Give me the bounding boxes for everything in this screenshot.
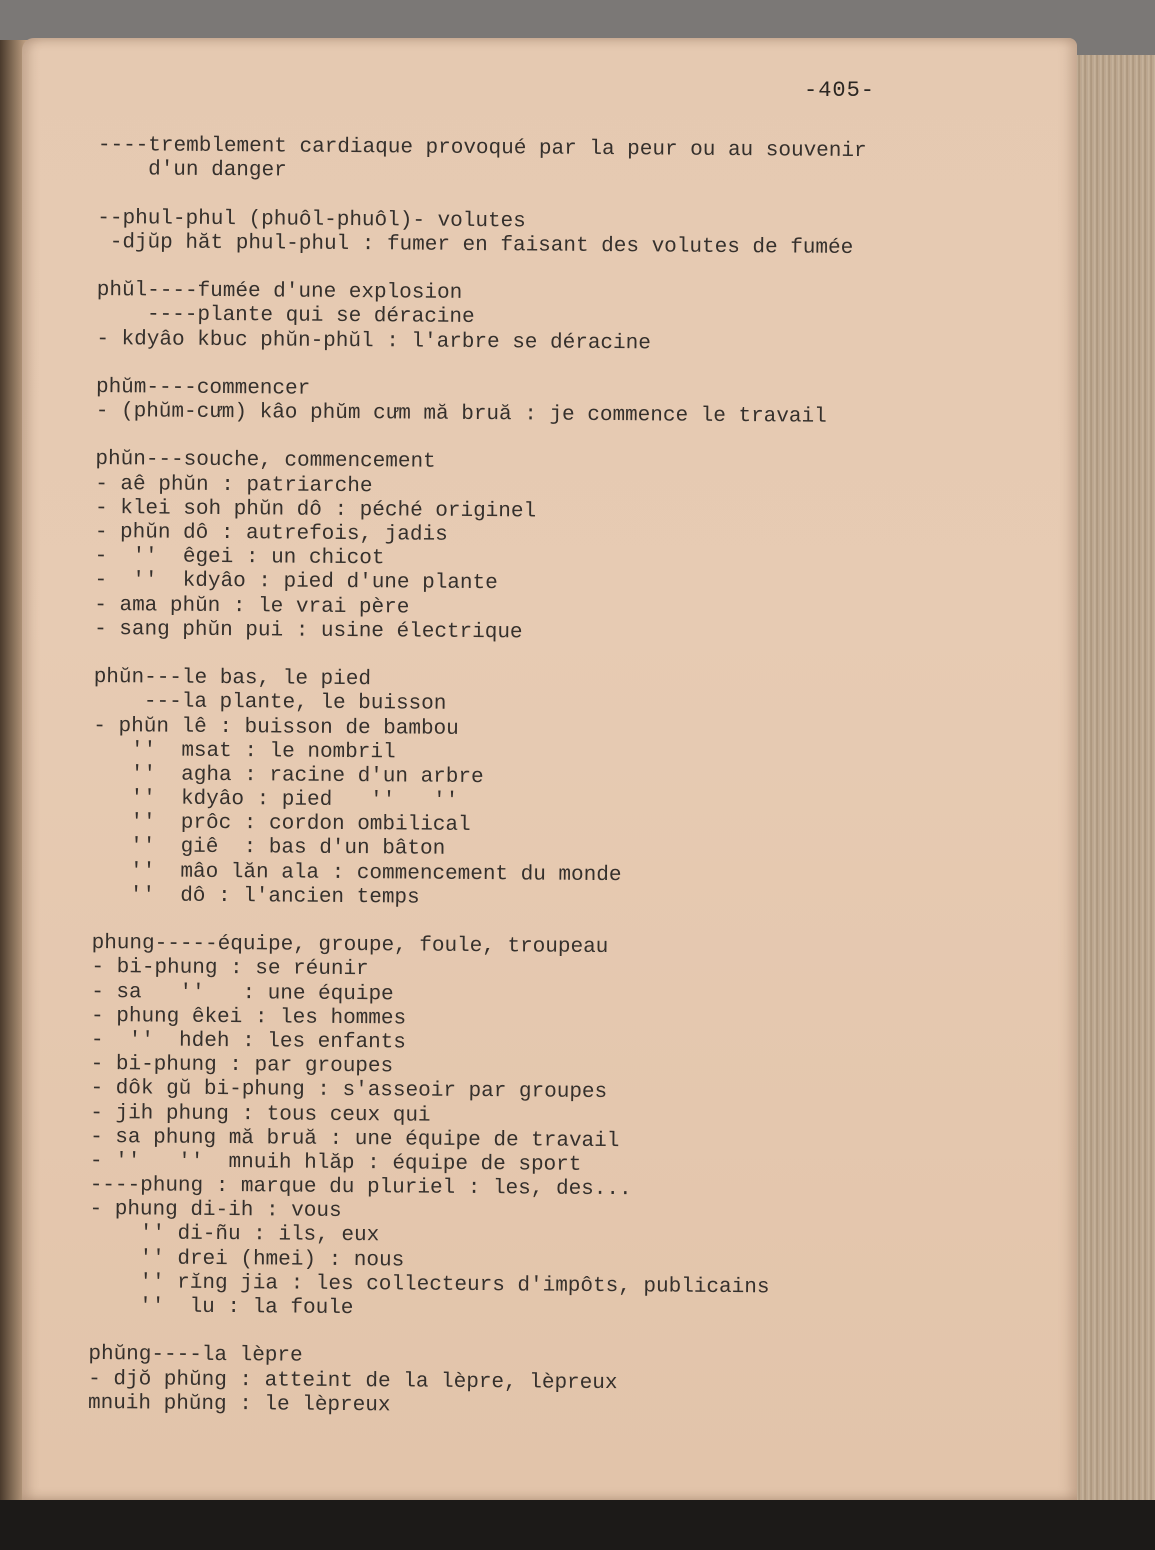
text-line: phŭm----commencer bbox=[95, 375, 311, 401]
text-line: '' mâo lăn ala : commencement du monde bbox=[92, 859, 622, 887]
text-line: - klei soh phŭn dô : péché originel bbox=[94, 496, 537, 524]
text-line: --phul-phul (phuôl-phuôl)- volutes bbox=[97, 206, 526, 233]
text-line: '' dô : l'ancien temps bbox=[91, 883, 420, 910]
text-line: '' lu : la foule bbox=[88, 1294, 354, 1321]
text-line: - aê phŭn : patriarche bbox=[95, 472, 373, 498]
text-line: - phŭn lê : buisson de bambou bbox=[93, 714, 459, 741]
text-line: phŭn---le bas, le pied bbox=[93, 666, 372, 692]
text-line: - (phŭm-cưm) kâo phŭm cưm mă bruă : je commence le travail bbox=[95, 400, 827, 429]
text-line: - phung êkei : les hommes bbox=[90, 1004, 407, 1031]
text-line: - sa phung mă bruă : une équipe de travail bbox=[90, 1125, 620, 1153]
text-line: - ama phŭn : le vrai père bbox=[94, 593, 410, 620]
text-line: - '' hdeh : les enfants bbox=[90, 1028, 407, 1055]
text-line: '' giê : bas d'un bâton bbox=[92, 835, 446, 862]
text-line: phŭn---souche, commencement bbox=[95, 448, 436, 475]
text-line: - djŏ phŭng : atteint de la lèpre, lèpreux bbox=[88, 1367, 618, 1395]
text-line: '' rĭng jia : les collecteurs d'impôts, publicains bbox=[88, 1270, 770, 1300]
text-line: - '' êgei : un chicot bbox=[94, 545, 385, 571]
text-line: - bi-phung : se réunir bbox=[91, 956, 369, 982]
text-line: phung-----équipe, groupe, foule, troupeau bbox=[91, 932, 609, 960]
text-line: - '' '' mnuih hlăp : équipe de sport bbox=[89, 1149, 582, 1177]
text-line: '' di-ñu : ils, eux bbox=[89, 1222, 380, 1248]
text-line: - sang phŭn pui : usine électrique bbox=[94, 617, 523, 645]
text-line: -djŭp hăt phul-phul : fumer en faisant des volutes de fumée bbox=[97, 230, 854, 260]
text-line: ---la plante, le buisson bbox=[93, 690, 447, 717]
text-line: mnuih phŭng : le lèpreux bbox=[87, 1391, 391, 1418]
page-number: -405- bbox=[804, 78, 876, 103]
text-line: '' drei (hmei) : nous bbox=[89, 1246, 405, 1273]
text-line: ----phung : marque du pluriel : les, des... bbox=[89, 1174, 632, 1202]
text-line: - dôk gŭ bi-phung : s'asseoir par groupes bbox=[90, 1077, 608, 1105]
text-line: - bi-phung : par groupes bbox=[90, 1053, 394, 1079]
text-line: - phung di-ih : vous bbox=[89, 1198, 342, 1224]
text-line: - jih phung : tous ceux qui bbox=[90, 1101, 431, 1128]
text-line: ----tremblement cardiaque provoqué par la peur ou au souvenir bbox=[97, 134, 867, 164]
text-line: '' prôc : cordon ombilical bbox=[92, 811, 471, 838]
text-line: '' kdyâo : pied '' '' bbox=[92, 787, 459, 813]
text-line: phŭng----la lèpre bbox=[88, 1343, 303, 1369]
text-line: - phŭn dô : autrefois, jadis bbox=[94, 520, 448, 547]
text-line: phŭl----fumée d'une explosion bbox=[96, 279, 463, 305]
text-line: - sa '' : une équipe bbox=[91, 980, 394, 1006]
text-line: - kdyâo kbuc phŭn-phŭl : l'arbre se déracine bbox=[96, 327, 651, 355]
background-bottom bbox=[0, 1500, 1155, 1550]
text-line: d'un danger bbox=[97, 158, 287, 183]
dictionary-text bbox=[88, 134, 998, 1423]
text-line: '' msat : le nombril bbox=[93, 738, 396, 765]
text-line: - '' kdyâo : pied d'une plante bbox=[94, 569, 498, 596]
text-line: ----plante qui se déracine bbox=[96, 303, 475, 330]
text-line: '' agha : racine d'un arbre bbox=[92, 762, 484, 789]
